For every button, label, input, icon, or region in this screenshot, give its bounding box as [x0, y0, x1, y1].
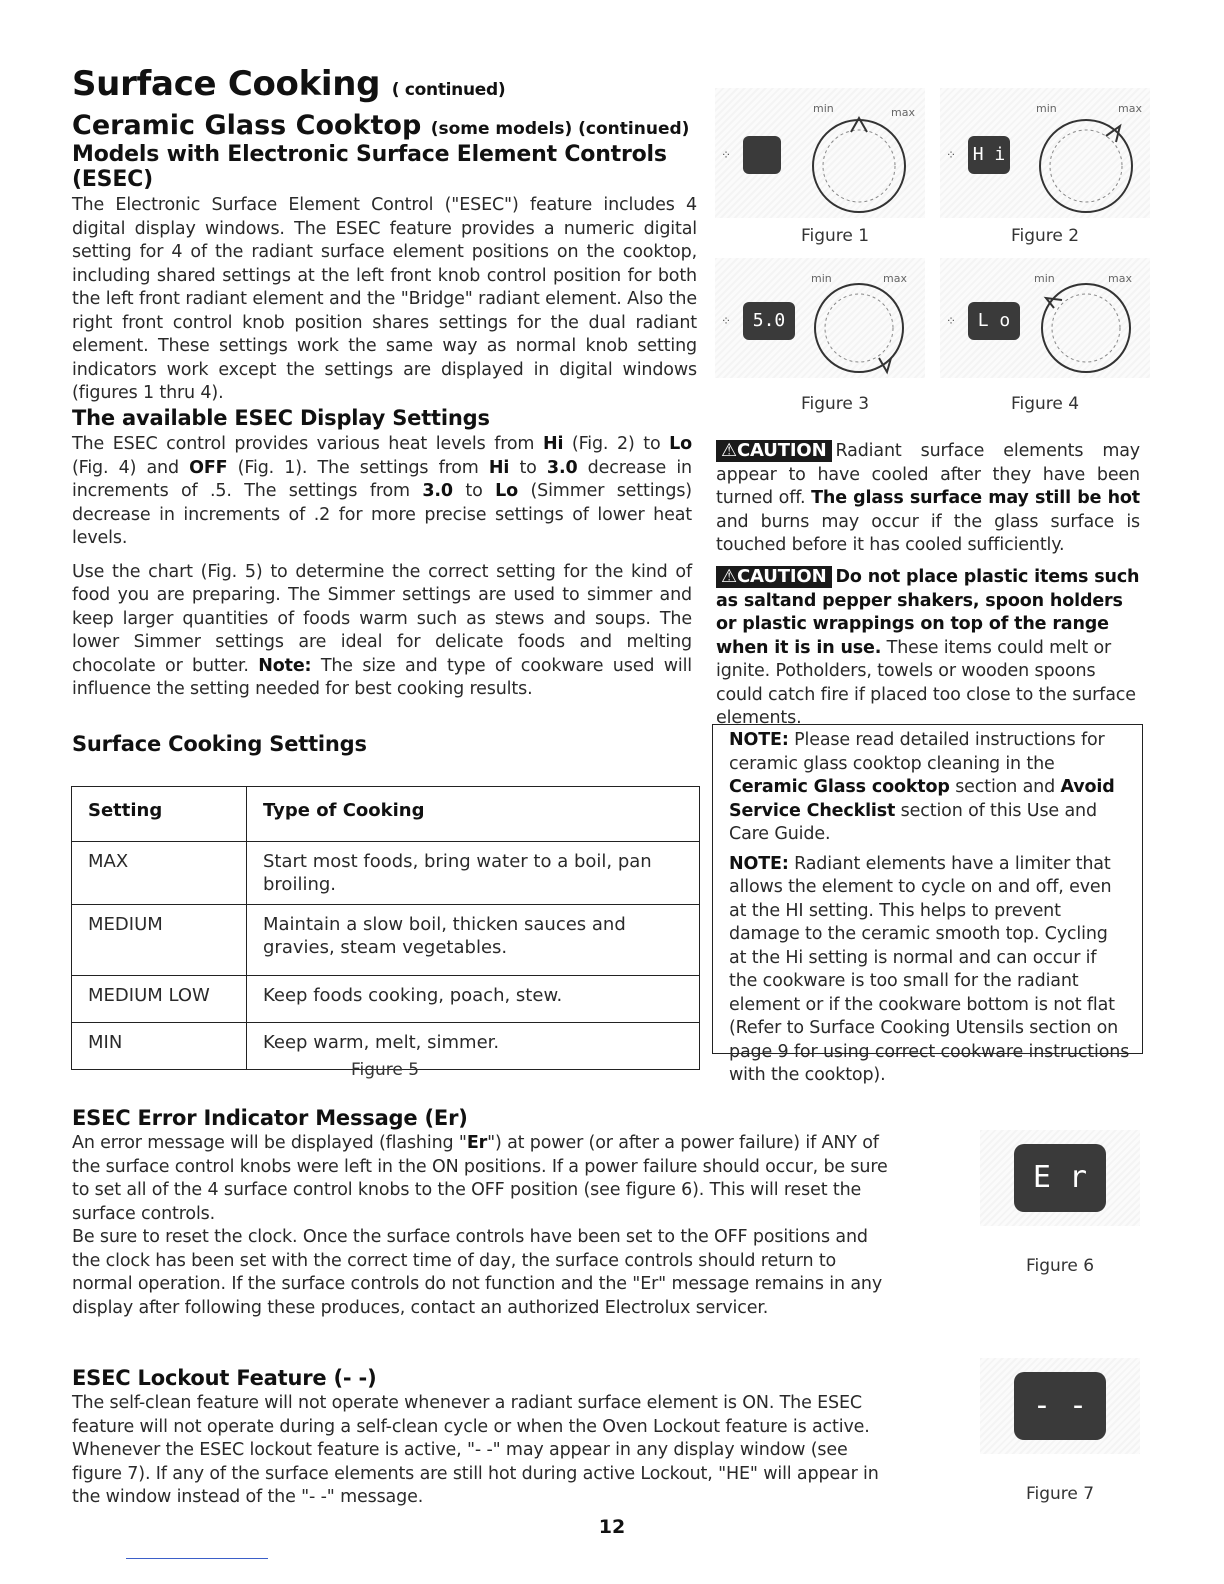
- setting-cell: MAX: [72, 842, 247, 905]
- esec-intro-heading: Models with Electronic Surface Element Controls (ESEC): [72, 142, 667, 192]
- type-cell: Maintain a slow boil, thicken sauces and gravies, steam vegetables.: [247, 905, 700, 976]
- setting-cell: MIN: [72, 1023, 247, 1070]
- caution-tag: ⚠CAUTION: [716, 566, 832, 588]
- knob-max-label: max: [1118, 102, 1142, 115]
- figure-1-display: [743, 136, 781, 174]
- setting-cell: MEDIUM: [72, 905, 247, 976]
- subtitle-continued: (some models) (continued): [430, 119, 690, 139]
- figure-4-display: L o: [968, 302, 1020, 340]
- page-number: 12: [598, 1516, 626, 1538]
- figure-1: [715, 88, 925, 246]
- table-row: [72, 976, 700, 1023]
- knob-min-label: min: [1036, 102, 1057, 115]
- error-heading: ESEC Error Indicator Message (Er): [72, 1106, 468, 1130]
- figure-2-display: H i: [968, 136, 1010, 174]
- figure-4: [940, 258, 1150, 414]
- error-section: [72, 1106, 892, 1320]
- figure-7: [980, 1358, 1140, 1504]
- knob-min-label: min: [813, 102, 834, 115]
- lockout-heading: ESEC Lockout Feature (- -): [72, 1366, 377, 1390]
- caution-tag: ⚠CAUTION: [716, 440, 832, 462]
- caution-1: ⚠CAUTION Radiant surface elements may appear to have cooled after they have been turned off. The glass surface may still be hot and burns may occur if the glass surface is touched before it has cooled sufficiently.: [716, 440, 1140, 555]
- figure-3-display: 5.0: [743, 302, 795, 340]
- esec-intro-body: The Electronic Surface Element Control ("ESEC") feature includes 4 digital display windows. The ESEC feature provides a numeric digital setting for 4 of the radiant surface element positions on the cooktop, including shared settings at the left front knob control position for both the left front radiant element and the "Bridge" radiant element. Also the right front control knob position shares settings for the dual radiant element. These settings work the same way as normal knob setting indicators work except the settings are displayed in digital windows (figures 1 thru 4).: [72, 195, 697, 403]
- warning-icon: ⚠: [721, 440, 737, 461]
- knob-max-label: max: [1108, 272, 1132, 285]
- figure-4-caption: Figure 4: [1010, 394, 1080, 414]
- figure-7-display: - -: [1014, 1372, 1106, 1440]
- knob-min-label: min: [1034, 272, 1055, 285]
- error-paragraph-2: Be sure to reset the clock. Once the surface controls have been set to the OFF positions and the clock has been set with the correct time of day, the surface controls should return to normal operation. If the surface controls do not function and the "Er" message remains in any display after following these produces, contact an authorized Electrolux servicer.: [72, 1227, 883, 1318]
- figure-3: [715, 258, 925, 414]
- figure-6: [980, 1130, 1140, 1276]
- caution-2: ⚠CAUTION Do not place plastic items such as saltand pepper shakers, spoon holders or plastic wrappings on top of the range when it is in use. These items could melt or ignite. Potholders, towels or wooden spoons could catch fire if placed too close to the surface elements.: [716, 566, 1140, 728]
- element-indicator-icon: ⁘: [721, 148, 732, 162]
- cooking-settings-heading: Surface Cooking Settings: [72, 732, 367, 756]
- setting-cell: MEDIUM LOW: [72, 976, 247, 1023]
- type-cell: Keep foods cooking, poach, stew.: [247, 976, 700, 1023]
- column-header-setting: Setting: [72, 787, 247, 842]
- note-2: NOTE: Radiant elements have a limiter that allows the element to cycle on and off, even at the HI setting. This helps to prevent damage to the ceramic smooth top. Cycling at the Hi setting is normal and can occur if the cookware is too small for the radiant element or if the cookware bottom is not flat (Refer to Surface Cooking Utensils section on page 9 for using correct cookware instructions with the cooktop).: [729, 853, 1130, 1085]
- warning-icon: ⚠: [721, 566, 737, 587]
- figure-2-caption: Figure 2: [1010, 226, 1080, 246]
- element-indicator-icon: ⁘: [721, 314, 732, 328]
- figure-3-caption: Figure 3: [800, 394, 870, 414]
- control-knob-icon: [1034, 278, 1138, 378]
- element-indicator-icon: ⁘: [946, 314, 957, 328]
- figure-2: [940, 88, 1150, 246]
- cooking-settings-table: [71, 786, 700, 1070]
- figure-6-caption: Figure 6: [1025, 1256, 1095, 1276]
- display-settings-heading: The available ESEC Display Settings: [72, 406, 490, 430]
- note-box: [712, 724, 1143, 1085]
- control-knob-icon: [807, 112, 911, 216]
- page-title: Surface Cooking ( continued): [72, 64, 506, 104]
- table-header-row: [72, 787, 700, 842]
- knob-max-label: max: [891, 106, 915, 119]
- knob-max-label: max: [883, 272, 907, 285]
- table-row: [72, 905, 700, 976]
- control-knob-icon: [807, 278, 911, 378]
- footer-rule: [126, 1558, 268, 1559]
- lockout-section: [72, 1366, 894, 1510]
- title-continued: ( continued): [391, 80, 506, 100]
- table-row: [72, 842, 700, 905]
- figure-6-display: E r: [1014, 1144, 1106, 1212]
- type-cell: Start most foods, bring water to a boil, pan broiling.: [247, 842, 700, 905]
- error-paragraph-1: An error message will be displayed (flashing "Er") at power (or after a power failure) if ANY of the surface control knobs were left in the ON positions. If a power failure should occur, be sure to set all of the 4 surface control knobs to the OFF position (see figure 6). This will reset the surface controls.: [72, 1133, 888, 1224]
- control-knob-icon: [1034, 112, 1138, 216]
- knob-min-label: min: [811, 272, 832, 285]
- figure-7-caption: Figure 7: [1025, 1484, 1095, 1504]
- figure-5-caption: Figure 5: [350, 1060, 420, 1080]
- lockout-body: The self-clean feature will not operate whenever a radiant surface element is ON. The ESEC feature will not operate during a self-clean cycle or when the Oven Lockout feature is active. Whenever the ESEC lockout feature is active, "- -" may appear in any display window (see figure 7). If any of the surface elements are still hot during active Lockout, "HE" will appear in the window instead of the "- -" message.: [72, 1393, 879, 1507]
- note-1: NOTE: Please read detailed instructions for ceramic glass cooktop cleaning in the Ceramic Glass cooktop section and Avoid Service Checklist section of this Use and Care Guide.: [729, 730, 1115, 844]
- esec-intro-section: [72, 142, 712, 406]
- column-header-type: Type of Cooking: [247, 787, 700, 842]
- element-indicator-icon: ⁘: [946, 148, 957, 162]
- display-settings-paragraph-1: The ESEC control provides various heat levels from Hi (Fig. 2) to Lo (Fig. 4) and OFF (Fig. 1). The settings from Hi to 3.0 decrease in increments of .5. The settings from 3.0 to Lo (Simmer settings) decrease in increments of .2 for more precise settings of lower heat levels.: [72, 434, 693, 548]
- page-subtitle: Ceramic Glass Cooktop (some models) (continued): [72, 110, 690, 141]
- type-cell: Keep warm, melt, simmer.: [247, 1023, 700, 1070]
- figure-1-caption: Figure 1: [800, 226, 870, 246]
- display-settings-paragraph-2: Use the chart (Fig. 5) to determine the correct setting for the kind of food you are preparing. The Simmer settings are used to simmer and keep larger quantities of foods warm such as stews and soups. The lower Simmer settings are ideal for delicate foods and melting chocolate or butter. Note: The size and type of cookware used will influence the setting needed for best cooking results.: [72, 561, 692, 699]
- display-settings-section: [72, 406, 692, 702]
